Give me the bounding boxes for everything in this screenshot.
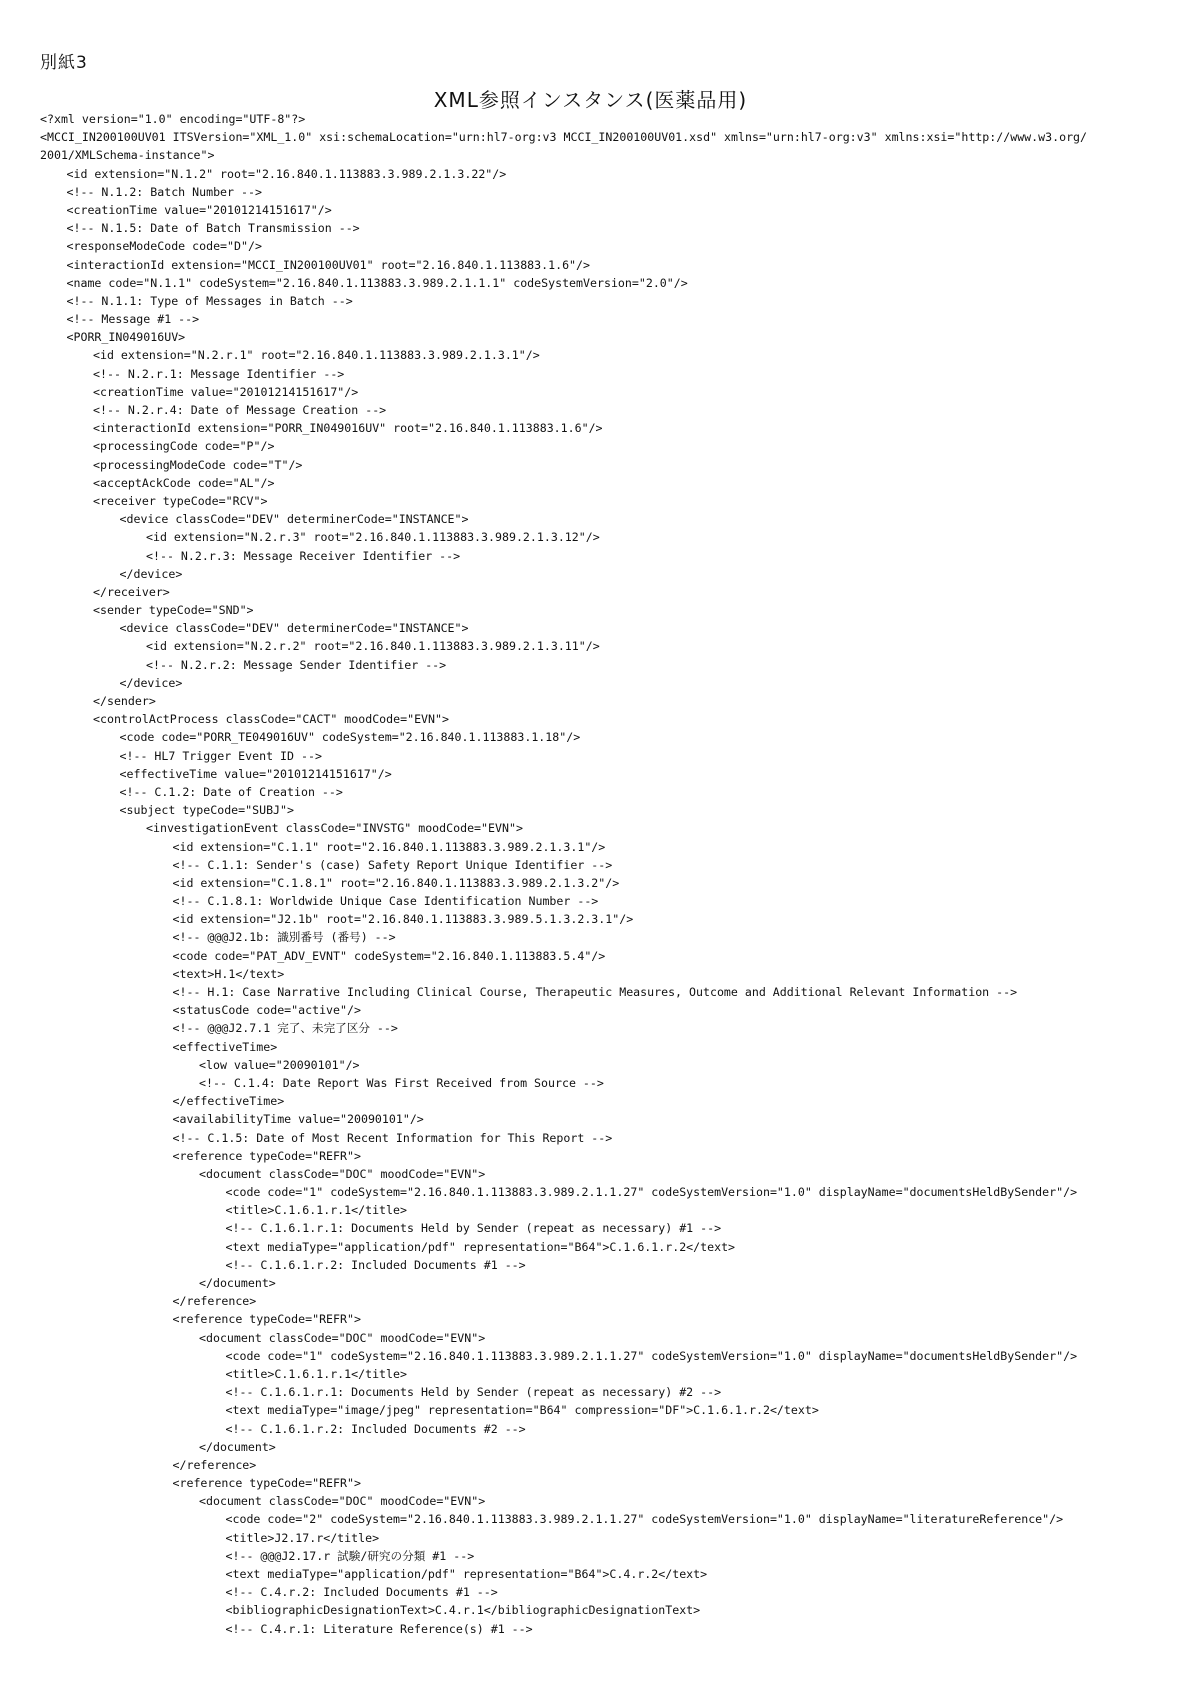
code-line: <effectiveTime value="20101214151617"/> <box>119 766 392 781</box>
code-line: </document> <box>199 1439 276 1454</box>
code-line: <!-- C.1.4: Date Report Was First Received from Source --> <box>199 1075 604 1090</box>
code-line: <!-- C.1.6.1.r.1: Documents Held by Sender (repeat as necessary) #1 --> <box>225 1221 722 1236</box>
code-line: <document classCode="DOC" moodCode="EVN"> <box>199 1494 486 1509</box>
code-line: <processingModeCode code="T"/> <box>93 457 303 472</box>
code-line: <code code="PAT_ADV_EVNT" codeSystem="2.16.840.1.113883.5.4"/> <box>172 948 606 963</box>
code-line: </sender> <box>93 694 156 708</box>
code-line: <device classCode="DEV" determinerCode="INSTANCE"> <box>119 512 469 527</box>
code-line: <!-- C.1.5: Date of Most Recent Information for This Report --> <box>172 1130 613 1145</box>
code-line: <!-- HL7 Trigger Event ID --> <box>119 748 322 763</box>
appendix-label: 別紙3 <box>40 53 88 73</box>
code-line: <reference typeCode="REFR"> <box>172 1148 361 1163</box>
code-line: <statusCode code="active"/> <box>172 1003 361 1018</box>
code-line: <!-- N.2.r.1: Message Identifier --> <box>93 366 345 381</box>
code-line: <!-- C.1.6.1.r.1: Documents Held by Sender (repeat as necessary) #2 --> <box>225 1385 722 1400</box>
code-line: <text>H.1</text> <box>172 966 285 981</box>
code-line: <receiver typeCode="RCV"> <box>93 493 268 508</box>
code-line: <title>C.1.6.1.r.1</title> <box>225 1366 407 1381</box>
code-line: <availabilityTime value="20090101"/> <box>172 1112 424 1127</box>
code-line: <document classCode="DOC" moodCode="EVN"> <box>199 1166 486 1181</box>
code-line: <title>J2.17.r</title> <box>225 1530 380 1545</box>
code-line: <code code="PORR_TE049016UV" codeSystem="2.16.840.1.113883.1.18"/> <box>119 730 581 745</box>
code-line: <id extension="C.1.1" root="2.16.840.1.113883.3.989.2.1.3.1"/> <box>172 839 606 854</box>
code-line: </effectiveTime> <box>172 1094 285 1109</box>
code-line: <low value="20090101"/> <box>199 1057 360 1072</box>
code-line: </reference> <box>172 1294 257 1309</box>
code-line: <code code="1" codeSystem="2.16.840.1.113883.3.989.2.1.1.27" codeSystemVersion="1.0" displayName="documentsHeldBySender"/> <box>225 1348 1078 1363</box>
code-line: <text mediaType="image/jpeg" representation="B64" compression="DF">C.1.6.1.r.2</text> <box>225 1403 819 1418</box>
code-line: <name code="N.1.1" codeSystem="2.16.840.1.113883.3.989.2.1.1.1" codeSystemVersion="2.0"/> <box>66 275 688 290</box>
code-line: <!-- @@@J2.17.r 試験/研究の分類 #1 --> <box>225 1548 475 1563</box>
code-line: <!-- N.2.r.4: Date of Message Creation --> <box>93 403 387 417</box>
code-line: <id extension="N.2.r.3" root="2.16.840.1.113883.3.989.2.1.3.12"/> <box>146 530 600 545</box>
code-line: <interactionId extension="PORR_IN049016UV" root="2.16.840.1.113883.1.6"/> <box>93 421 603 436</box>
code-line: <effectiveTime> <box>172 1039 278 1054</box>
code-line: <?xml version="1.0" encoding="UTF-8"?> <box>40 112 306 126</box>
code-line: <id extension="J2.1b" root="2.16.840.1.113883.3.989.5.1.3.2.3.1"/> <box>172 912 634 927</box>
code-line: </receiver> <box>93 584 170 599</box>
code-line: <!-- C.1.6.1.r.2: Included Documents #1 --> <box>225 1257 526 1272</box>
code-line: <reference typeCode="REFR"> <box>172 1312 361 1327</box>
code-line: <text mediaType="application/pdf" representation="B64">C.1.6.1.r.2</text> <box>225 1239 736 1254</box>
code-line: <reference typeCode="REFR"> <box>172 1476 361 1491</box>
code-line: <!-- N.2.r.2: Message Sender Identifier --> <box>146 657 447 672</box>
code-line: <document classCode="DOC" moodCode="EVN"> <box>199 1330 486 1345</box>
code-line: <interactionId extension="MCCI_IN200100UV01" root="2.16.840.1.113883.1.6"/> <box>66 257 591 272</box>
code-line: 2001/XMLSchema-instance"> <box>40 148 215 163</box>
code-line: <id extension="N.1.2" root="2.16.840.1.113883.3.989.2.1.3.22"/> <box>66 166 507 181</box>
code-line: <text mediaType="application/pdf" representation="B64">C.4.r.2</text> <box>225 1567 708 1581</box>
code-line: <id extension="N.2.r.2" root="2.16.840.1.113883.3.989.2.1.3.11"/> <box>146 639 600 654</box>
code-line: <!-- N.1.1: Type of Messages in Batch --> <box>66 293 353 308</box>
code-line: <!-- C.1.8.1: Worldwide Unique Case Identification Number --> <box>172 894 599 909</box>
code-line: </document> <box>199 1276 276 1290</box>
code-line: <PORR_IN049016UV> <box>66 330 186 345</box>
code-line: <sender typeCode="SND"> <box>93 603 254 618</box>
code-line: <!-- @@@J2.7.1 完了、未完了区分 --> <box>172 1021 398 1036</box>
code-line: <creationTime value="20101214151617"/> <box>93 384 359 399</box>
code-line: <title>C.1.6.1.r.1</title> <box>225 1203 407 1218</box>
code-line: <!-- N.1.2: Batch Number --> <box>66 184 262 199</box>
code-line: <!-- C.1.2: Date of Creation --> <box>119 784 343 799</box>
code-line: <!-- H.1: Case Narrative Including Clinical Course, Therapeutic Measures, Outcome and Additional Relevant Information --> <box>172 985 1018 999</box>
code-line: <id extension="C.1.8.1" root="2.16.840.1.113883.3.989.2.1.3.2"/> <box>172 875 620 890</box>
code-line: <subject typeCode="SUBJ"> <box>119 803 295 818</box>
code-line: <code code="2" codeSystem="2.16.840.1.113883.3.989.2.1.1.27" codeSystemVersion="1.0" displayName="literatureReference"/> <box>225 1512 1064 1527</box>
code-line: <creationTime value="20101214151617"/> <box>66 202 332 217</box>
code-line: <responseModeCode code="D"/> <box>66 239 262 254</box>
code-line: <!-- C.1.1: Sender's (case) Safety Report Unique Identifier --> <box>172 857 613 872</box>
code-line: <controlActProcess classCode="CACT" moodCode="EVN"> <box>93 712 449 727</box>
code-line: <!-- C.4.r.1: Literature Reference(s) #1 --> <box>225 1621 533 1636</box>
code-line: <id extension="N.2.r.1" root="2.16.840.1.113883.3.989.2.1.3.1"/> <box>93 348 540 363</box>
document-title: XML参照インスタンス(医薬品用) <box>433 88 748 112</box>
code-line: </device> <box>119 675 183 690</box>
code-line: </reference> <box>172 1457 257 1472</box>
code-line: <acceptAckCode code="AL"/> <box>93 475 275 490</box>
code-line: <MCCI_IN200100UV01 ITSVersion="XML_1.0" xsi:schemaLocation="urn:hl7-org:v3 MCCI_IN200100UV01.xsd" xmlns="urn:hl7-org:v3" xmlns:xsi="http://www.w3.org/ <box>40 130 1088 145</box>
code-line: <investigationEvent classCode="INVSTG" moodCode="EVN"> <box>146 821 523 836</box>
code-line: <!-- C.1.6.1.r.2: Included Documents #2 --> <box>225 1421 526 1436</box>
code-line: <!-- N.2.r.3: Message Receiver Identifier --> <box>146 548 461 563</box>
code-line: <!-- C.4.r.2: Included Documents #1 --> <box>225 1585 498 1600</box>
code-line: <bibliographicDesignationText>C.4.r.1</bibliographicDesignationText> <box>225 1603 701 1618</box>
code-line: <processingCode code="P"/> <box>93 439 275 454</box>
code-line: <device classCode="DEV" determinerCode="INSTANCE"> <box>119 621 469 636</box>
code-line: <!-- @@@J2.1b: 識別番号 (番号) --> <box>172 930 396 945</box>
code-line: <!-- N.1.5: Date of Batch Transmission --> <box>66 221 360 236</box>
code-line: <!-- Message #1 --> <box>66 312 200 327</box>
code-line: <code code="1" codeSystem="2.16.840.1.113883.3.989.2.1.1.27" codeSystemVersion="1.0" displayName="documentsHeldBySender"/> <box>225 1185 1078 1200</box>
code-line: </device> <box>119 566 183 581</box>
xml-code-listing <box>40 110 1155 1638</box>
